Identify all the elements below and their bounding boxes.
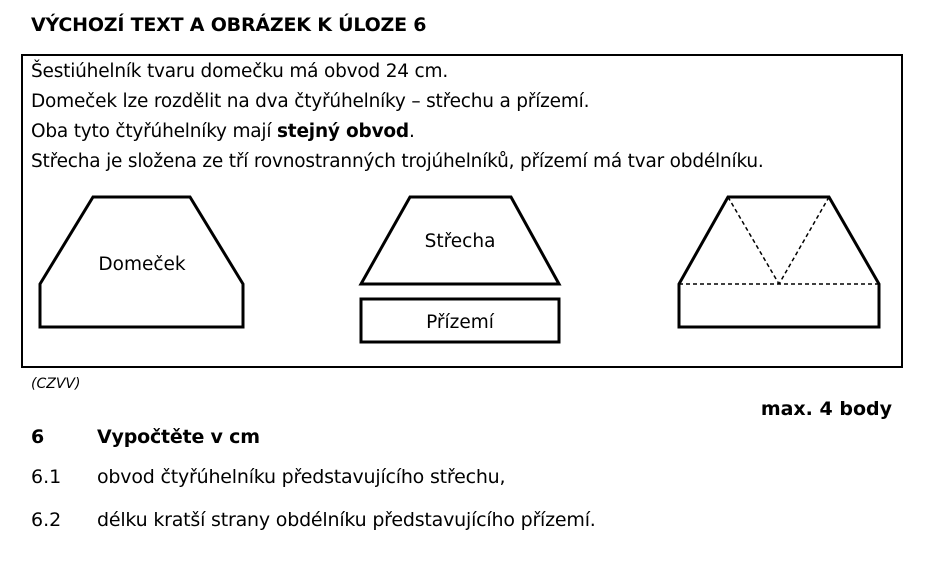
intro-line-4: Střecha je složena ze tří rovnostranných trojúhelníků, přízemí má tvar obdélníku. [31, 151, 764, 172]
intro-line-3-start: Oba tyto čtyřúhelníky mají [31, 121, 277, 142]
task-number: 6 [31, 426, 45, 448]
task-prompt: Vypočtěte v cm [97, 426, 260, 448]
dashed-triangle-left [728, 197, 779, 284]
divided-house-outline [679, 197, 879, 327]
subtask-number-2: 6.2 [31, 509, 62, 531]
subtask-number-1: 6.1 [31, 466, 62, 488]
roof-label: Střecha [424, 231, 496, 252]
intro-line-2: Domeček lze rozdělit na dva čtyřúhelníky – střechu a přízemí. [31, 91, 590, 112]
dashed-triangle-right [779, 197, 829, 284]
source-note: (CZVV) [31, 376, 81, 392]
max-points: max. 4 body [760, 398, 892, 420]
intro-line-1: Šestiúhelník tvaru domečku má obvod 24 cm. [31, 61, 449, 82]
ground-label: Přízemí [426, 312, 494, 333]
intro-line-3-bold: stejný obvod [277, 121, 409, 142]
intro-line-3-end: . [408, 121, 415, 142]
subtask-text-2: délku kratší strany obdélníku představujícího přízemí. [97, 509, 596, 531]
task-heading: VÝCHOZÍ TEXT A OBRÁZEK K ÚLOZE 6 [31, 14, 427, 36]
subtask-text-1: obvod čtyřúhelníku představujícího střechu, [97, 466, 506, 488]
house-label: Domeček [98, 254, 186, 275]
